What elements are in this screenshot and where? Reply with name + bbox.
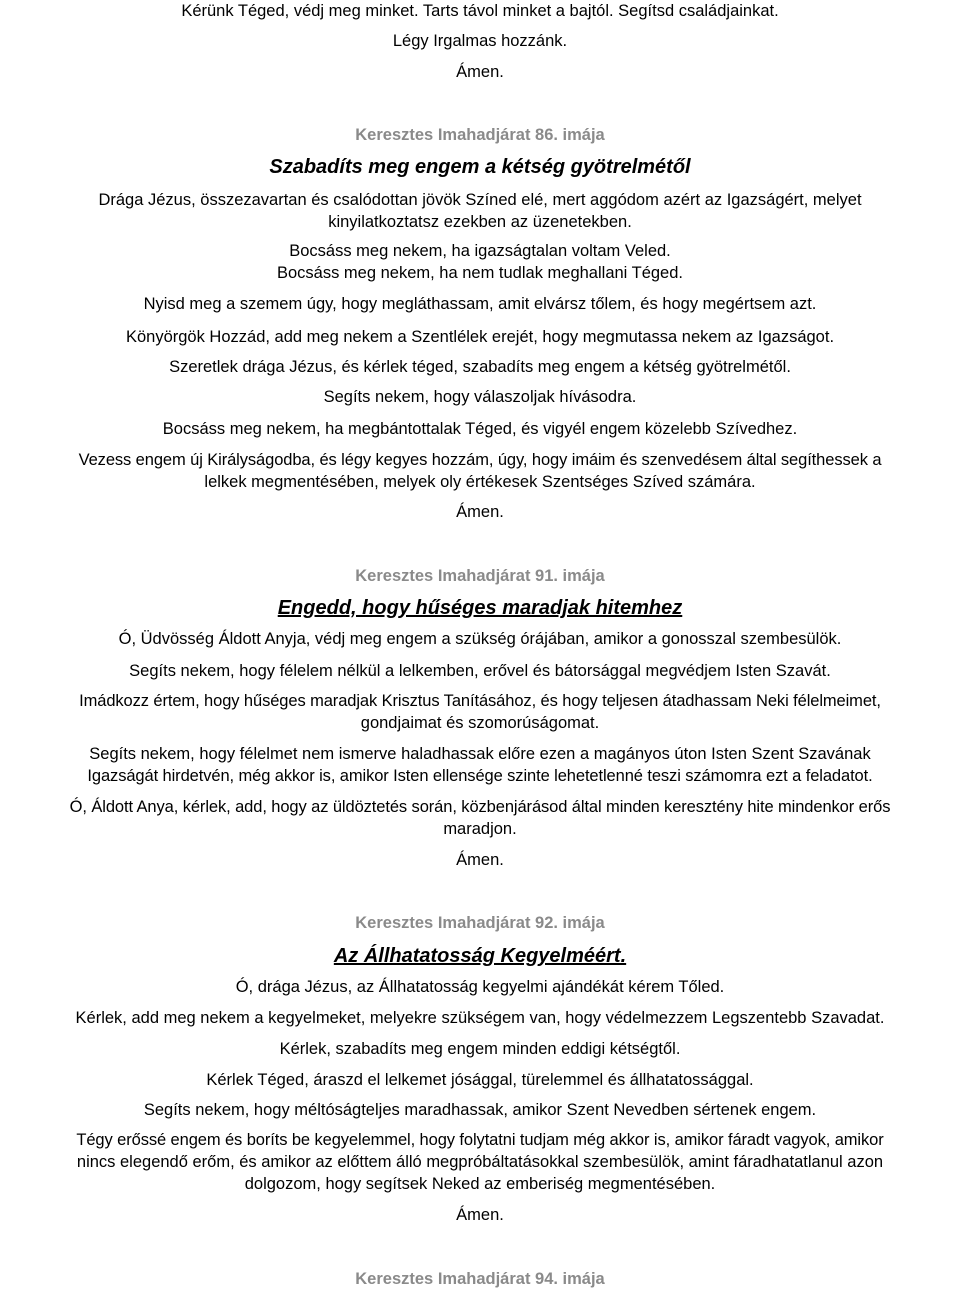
text-line: Nyisd meg a szemem úgy, hogy megláthassam, amit elvársz tőlem, és hogy megértsem azt. — [143, 295, 817, 313]
amen-line: Ámen. — [456, 503, 504, 521]
text-line: Imádkozz értem, hogy hűséges maradjak Krisztus Tanításához, és hogy teljesen átadhassam Neki félelmeimet, — [79, 692, 881, 710]
text-line: Bocsáss meg nekem, ha megbántottalak Téged, és vigyél engem közelebb Szívedhez. — [162, 420, 798, 438]
text-line: Szeretlek drága Jézus, és kérlek téged, szabadíts meg engem a kétség gyötrelmétől. — [169, 358, 791, 376]
prayer-title: Szabadíts meg engem a kétség gyötrelmétől — [269, 156, 691, 178]
text-line: maradjon. — [443, 820, 517, 838]
text-line: lelkek megmentésében, melyek oly értékesek Szentséges Szíved számára. — [204, 473, 756, 491]
text-line: kinyilatkoztatsz ezekben az üzenetekben. — [328, 213, 632, 231]
text-line: Kérünk Téged, védj meg minket. Tarts távol minket a bajtól. Segítsd családjainkat. — [181, 2, 779, 20]
prayer-header: Keresztes Imahadjárat 91. imája — [355, 567, 605, 585]
text-line: Tégy erőssé engem és boríts be kegyelemmel, hogy folytatni tudjam még akkor is, amikor fáradt vagyok, amikor — [76, 1131, 884, 1149]
text-line: Drága Jézus, összezavartan és csalódottan jövök Színed elé, mert aggódom azért az Igazságért, melyet — [98, 191, 862, 209]
text-line: Légy Irgalmas hozzánk. — [392, 32, 568, 50]
text-line: Segíts nekem, hogy félelmet nem ismerve haladhassak előre ezen a magányos úton Isten Szent Szavának — [89, 745, 871, 763]
text-line: Ó, Áldott Anya, kérlek, add, hogy az üldöztetés során, közbenjárásod által minden keresztény hite mindenkor erős — [69, 798, 891, 816]
text-line: gondjaimat és szomorúságomat. — [360, 714, 600, 732]
prayer-title: Engedd, hogy hűséges maradjak hitemhez — [277, 597, 683, 619]
text-line: nincs elegendő erőm, és amikor az előttem álló megpróbáltatásokkal szembesülök, amint fáradhatatlanul azon — [76, 1153, 884, 1171]
text-line: Ó, drága Jézus, az Állhatatosság kegyelmi ajándékát kérem Tőled. — [235, 978, 725, 996]
text-line: Segíts nekem, hogy félelem nélkül a lelkemben, erővel és bátorsággal megvédjem Isten Szavát. — [129, 662, 831, 680]
amen-line: Ámen. — [456, 851, 504, 869]
prayer-header: Keresztes Imahadjárat 94. imája — [355, 1270, 605, 1288]
text-line: Segíts nekem, hogy válaszoljak hívásodra. — [323, 388, 637, 406]
prayer-header: Keresztes Imahadjárat 86. imája — [355, 126, 605, 144]
text-line: Könyörgök Hozzád, add meg nekem a Szentlélek erejét, hogy megmutassa nekem az Igazságot. — [125, 328, 835, 346]
text-line: Bocsáss meg nekem, ha igazságtalan voltam Veled. — [289, 242, 671, 260]
prayer-header: Keresztes Imahadjárat 92. imája — [355, 914, 605, 932]
text-line: Bocsáss meg nekem, ha nem tudlak meghallani Téged. — [276, 264, 683, 282]
amen-line: Ámen. — [456, 1206, 504, 1224]
text-line: Kérlek, szabadíts meg engem minden eddigi kétségtől. — [279, 1040, 681, 1058]
text-line: Igazságát hirdetvén, még akkor is, amikor Isten ellensége szinte lehetetlenné teszi számomra ezt a feladatot. — [87, 767, 873, 785]
text-line: Vezess engem új Királyságodba, és légy kegyes hozzám, úgy, hogy imáim és szenvedésem által segíthessek a — [78, 451, 882, 469]
prayer-title: Az Állhatatosság Kegyelméért. — [333, 945, 627, 967]
text-line: Kérlek Téged, áraszd el lelkemet jósággal, türelemmel és állhatatossággal. — [206, 1071, 754, 1089]
amen-line: Ámen. — [456, 63, 504, 81]
text-line: Segíts nekem, hogy méltóságteljes maradhassak, amikor Szent Nevedben sértenek engem. — [143, 1101, 817, 1119]
text-line: Kérlek, add meg nekem a kegyelmeket, melyekre szükségem van, hogy védelmezzem Legszentebb Szavadat. — [75, 1009, 885, 1027]
text-line: Ó, Üdvösség Áldott Anyja, védj meg engem a szükség órájában, amikor a gonosszal szembesülök. — [118, 630, 842, 648]
text-line: dolgozom, hogy segítsek Neked az emberiség megmentésében. — [244, 1175, 716, 1193]
